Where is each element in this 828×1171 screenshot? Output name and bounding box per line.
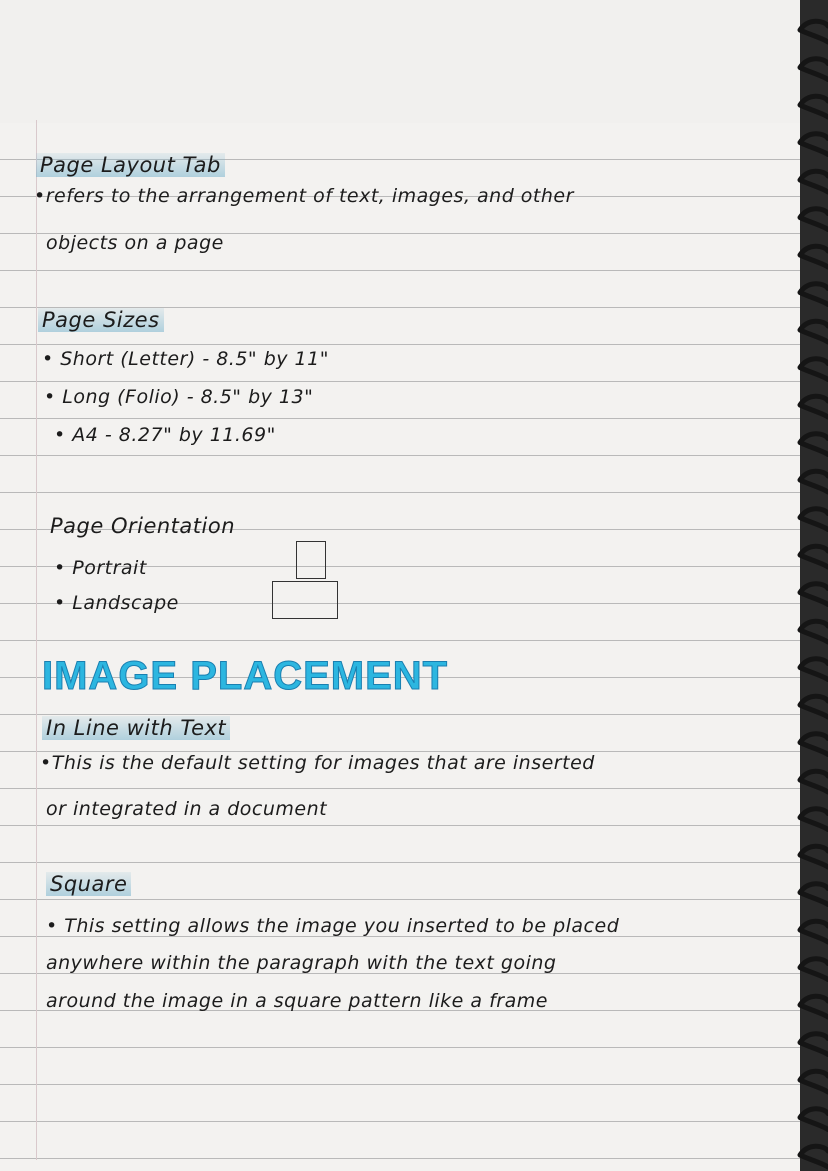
spiral-coil (800, 396, 828, 417)
spiral-coil (800, 284, 828, 305)
spiral-coil (800, 771, 828, 792)
spiral-binding (778, 0, 828, 1171)
spiral-coil (800, 734, 828, 755)
note-line: •refers to the arrangement of text, images, and other (34, 185, 574, 207)
spiral-coil (800, 546, 828, 567)
spiral-coil (800, 509, 828, 530)
spiral-coil (800, 584, 828, 605)
note-line: • This setting allows the image you inserted to be placed (46, 915, 620, 937)
spiral-coil (800, 59, 828, 80)
section-title-page-layout: Page Layout Tab (36, 153, 225, 177)
spiral-coil (800, 321, 828, 342)
spiral-coil (800, 996, 828, 1017)
spiral-coil (800, 846, 828, 867)
spiral-coil (800, 471, 828, 492)
spiral-coil (800, 1034, 828, 1055)
section-title-in-line: In Line with Text (42, 716, 230, 740)
margin-line (36, 120, 37, 1160)
section-title-square: Square (46, 872, 131, 896)
spiral-coil (800, 21, 828, 42)
spiral-coil (800, 921, 828, 942)
section-title-page-sizes: Page Sizes (38, 308, 164, 332)
list-item: • Long (Folio) - 8.5" by 13" (44, 386, 314, 408)
spiral-coil (800, 1109, 828, 1130)
spiral-coil (800, 659, 828, 680)
note-line: around the image in a square pattern like a frame (46, 990, 548, 1012)
list-item: • Landscape (54, 592, 179, 614)
spiral-coil (800, 884, 828, 905)
spiral-coil (800, 1071, 828, 1092)
list-item: • Portrait (54, 557, 147, 579)
spiral-coil (800, 959, 828, 980)
portrait-sketch (296, 541, 326, 579)
spiral-coil (800, 809, 828, 830)
list-item: • A4 - 8.27" by 11.69" (54, 424, 276, 446)
list-item: • Short (Letter) - 8.5" by 11" (42, 348, 329, 370)
landscape-sketch (272, 581, 338, 619)
note-line: objects on a page (46, 232, 224, 254)
spiral-coil (800, 621, 828, 642)
spiral-coil (800, 246, 828, 267)
note-line: anywhere within the paragraph with the text going (46, 952, 557, 974)
spiral-coil (800, 359, 828, 380)
section-title-page-orientation: Page Orientation (50, 514, 236, 538)
spiral-coil (800, 696, 828, 717)
spiral-coil (800, 96, 828, 117)
spiral-coil (800, 134, 828, 155)
heading-image-placement: IMAGE PLACEMENT (42, 654, 449, 698)
spiral-coil (800, 209, 828, 230)
spiral-coil (800, 1146, 828, 1167)
note-line: •This is the default setting for images that are inserted (40, 752, 595, 774)
spiral-coil (800, 171, 828, 192)
spiral-coil (800, 434, 828, 455)
note-line: or integrated in a document (46, 798, 328, 820)
